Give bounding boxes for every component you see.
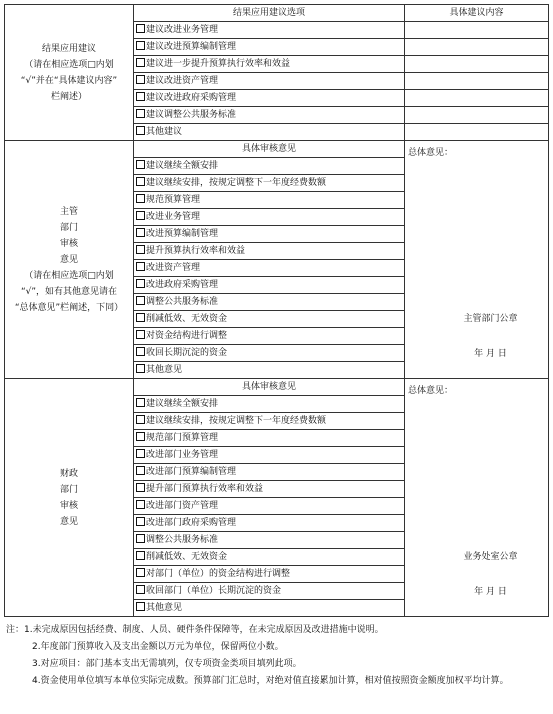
option-label: 建议继续安排，按规定调整下一年度经费数额 [146, 178, 327, 188]
option-row [134, 362, 405, 379]
checkbox[interactable] [136, 313, 145, 322]
checkbox[interactable] [136, 194, 145, 203]
option-row [134, 22, 405, 39]
date-label: 年 月 日 [474, 587, 507, 597]
option-row [134, 413, 405, 430]
option-label: 建议继续全额安排 [146, 399, 219, 409]
label-line: “√”，如有其他意见请在 [20, 286, 118, 297]
option-label: 收回长期沉淀的资金 [146, 348, 228, 358]
checkbox[interactable] [136, 24, 145, 33]
option-label: 对部门（单位）的资金结构进行调整 [146, 569, 291, 579]
checkbox[interactable] [136, 228, 145, 237]
option-row [134, 107, 405, 124]
label-line: 部门 [59, 222, 78, 233]
option-row [134, 396, 405, 413]
option-row [134, 566, 405, 583]
checkbox[interactable] [136, 602, 145, 611]
option-label: 建议改进业务管理 [146, 25, 219, 35]
checkbox[interactable] [136, 568, 145, 577]
label-line: 栏阐述） [50, 91, 87, 102]
option-row [134, 430, 405, 447]
option-row [134, 600, 405, 617]
option-label: 其他建议 [146, 127, 183, 137]
section1-label [5, 5, 134, 141]
checkbox[interactable] [136, 75, 145, 84]
checkbox[interactable] [136, 551, 145, 560]
option-row [134, 583, 405, 600]
checkbox[interactable] [136, 109, 145, 118]
label-line: 审核 [59, 500, 78, 511]
detail-cell[interactable] [405, 107, 549, 124]
label-line: 财政 [59, 468, 78, 479]
checkbox[interactable] [136, 160, 145, 169]
label-line: 结果应用建议 [41, 43, 96, 54]
option-label: 改进资产管理 [146, 263, 201, 273]
section2-label [5, 141, 134, 379]
detail-cell[interactable] [405, 56, 549, 73]
overall-label: 总体意见： [408, 386, 454, 396]
checkbox[interactable] [136, 432, 145, 441]
option-label: 改进部门预算编制管理 [146, 467, 237, 477]
checkbox[interactable] [136, 245, 145, 254]
option-row [134, 90, 405, 107]
option-label: 建议进一步提升预算执行效率和效益 [146, 59, 291, 69]
option-label: 调整公共服务标准 [146, 535, 219, 545]
option-row [134, 192, 405, 209]
checkbox[interactable] [136, 262, 145, 271]
option-label: 改进业务管理 [146, 212, 201, 222]
option-label: 规范部门预算管理 [146, 433, 219, 443]
option-label: 削减低效、无效资金 [146, 552, 228, 562]
section2-overall-cell[interactable] [405, 141, 549, 379]
option-row [134, 498, 405, 515]
label-line: 意见 [59, 254, 78, 265]
checkbox[interactable] [136, 415, 145, 424]
option-row [134, 532, 405, 549]
checkbox[interactable] [136, 534, 145, 543]
option-row [134, 73, 405, 90]
label-line: （请在相应选项□内划 [24, 59, 114, 70]
section3-overall-cell[interactable] [405, 379, 549, 617]
option-row [134, 158, 405, 175]
detail-cell[interactable] [405, 39, 549, 56]
checkbox[interactable] [136, 126, 145, 135]
option-label: 建议继续安排，按规定调整下一年度经费数额 [146, 416, 327, 426]
checkbox[interactable] [136, 211, 145, 220]
label-line: 意见 [59, 516, 78, 527]
checkbox[interactable] [136, 58, 145, 67]
detail-header: 具体建议内容 [405, 5, 549, 22]
option-label: 提升预算执行效率和效益 [146, 246, 246, 256]
checkbox[interactable] [136, 398, 145, 407]
option-row [134, 515, 405, 532]
checkbox[interactable] [136, 517, 145, 526]
options-header: 结果应用建议选项 [134, 5, 405, 22]
note-2: 2.年度部门预算收入及支出金额以万元为单位，保留两位小数。 [32, 642, 284, 652]
option-label: 改进预算编制管理 [146, 229, 219, 239]
option-label: 建议继续全额安排 [146, 161, 219, 171]
option-label: 改进部门业务管理 [146, 450, 219, 460]
detail-cell[interactable] [405, 73, 549, 90]
note-4: 4.资金使用单位填写本单位实际完成数。预算部门汇总时，对绝对值直接累加计算，相对值按照资金额度加权平均计算。 [32, 676, 509, 686]
checkbox[interactable] [136, 347, 145, 356]
checkbox[interactable] [136, 364, 145, 373]
option-label: 对资金结构进行调整 [146, 331, 228, 341]
detail-cell[interactable] [405, 124, 549, 141]
label-line: （请在相应选项□内划 [24, 270, 114, 281]
option-label: 调整公共服务标准 [146, 297, 219, 307]
option-row [134, 464, 405, 481]
option-row [134, 294, 405, 311]
option-label: 改进部门资产管理 [146, 501, 219, 511]
option-row [134, 226, 405, 243]
checkbox[interactable] [136, 585, 145, 594]
option-row [134, 56, 405, 73]
checkbox[interactable] [136, 92, 145, 101]
checkbox[interactable] [136, 466, 145, 475]
option-row [134, 311, 405, 328]
stamp-label: 业务处室公章 [463, 552, 518, 562]
checkbox[interactable] [136, 177, 145, 186]
option-label: 规范预算管理 [146, 195, 201, 205]
option-label: 削减低效、无效资金 [146, 314, 228, 324]
option-row [134, 175, 405, 192]
detail-cell[interactable] [405, 90, 549, 107]
checkbox[interactable] [136, 500, 145, 509]
option-row [134, 39, 405, 56]
option-label: 其他意见 [146, 365, 183, 375]
option-row [134, 447, 405, 464]
label-line: 主管 [59, 206, 78, 217]
detail-cell[interactable] [405, 22, 549, 39]
section3-label [5, 379, 134, 617]
checkbox[interactable] [136, 296, 145, 305]
sub-header: 具体审核意见 [134, 141, 405, 158]
option-label: 改进部门政府采购管理 [146, 518, 237, 528]
stamp-label: 主管部门公章 [463, 314, 518, 324]
label-line: 审核 [59, 238, 78, 249]
option-label: 收回部门（单位）长期沉淀的资金 [146, 586, 282, 596]
sub-header: 具体审核意见 [134, 379, 405, 396]
overall-label: 总体意见： [408, 148, 454, 158]
option-label: 建议改进政府采购管理 [146, 93, 237, 103]
option-label: 提升部门预算执行效率和效益 [146, 484, 264, 494]
label-line: “√”并在“具体建议内容” [20, 75, 118, 86]
option-row [134, 328, 405, 345]
label-line: “总体意见”栏阐述，下同） [14, 302, 124, 313]
checkbox[interactable] [136, 41, 145, 50]
option-label: 建议改进预算编制管理 [146, 42, 237, 52]
date-label: 年 月 日 [474, 349, 507, 359]
notes-block [6, 622, 548, 690]
option-row [134, 481, 405, 498]
option-label: 其他意见 [146, 603, 183, 613]
option-row [134, 260, 405, 277]
note-3: 3.对应项目：部门基本支出无需填列，仅专项资金类项目填列此项。 [32, 659, 302, 669]
option-row [134, 549, 405, 566]
checkbox[interactable] [136, 449, 145, 458]
option-row [134, 277, 405, 294]
option-label: 建议改进资产管理 [146, 76, 219, 86]
note-1: 注：1.未完成原因包括经费、制度、人员、硬件条件保障等，在未完成原因及改进措施中说明。 [6, 625, 384, 635]
checkbox[interactable] [136, 279, 145, 288]
checkbox[interactable] [136, 483, 145, 492]
label-line: 部门 [59, 484, 78, 495]
option-row [134, 124, 405, 141]
evaluation-form-table [4, 4, 549, 617]
option-row [134, 345, 405, 362]
option-label: 建议调整公共服务标准 [146, 110, 237, 120]
checkbox[interactable] [136, 330, 145, 339]
option-row [134, 209, 405, 226]
option-row [134, 243, 405, 260]
option-label: 改进政府采购管理 [146, 280, 219, 290]
